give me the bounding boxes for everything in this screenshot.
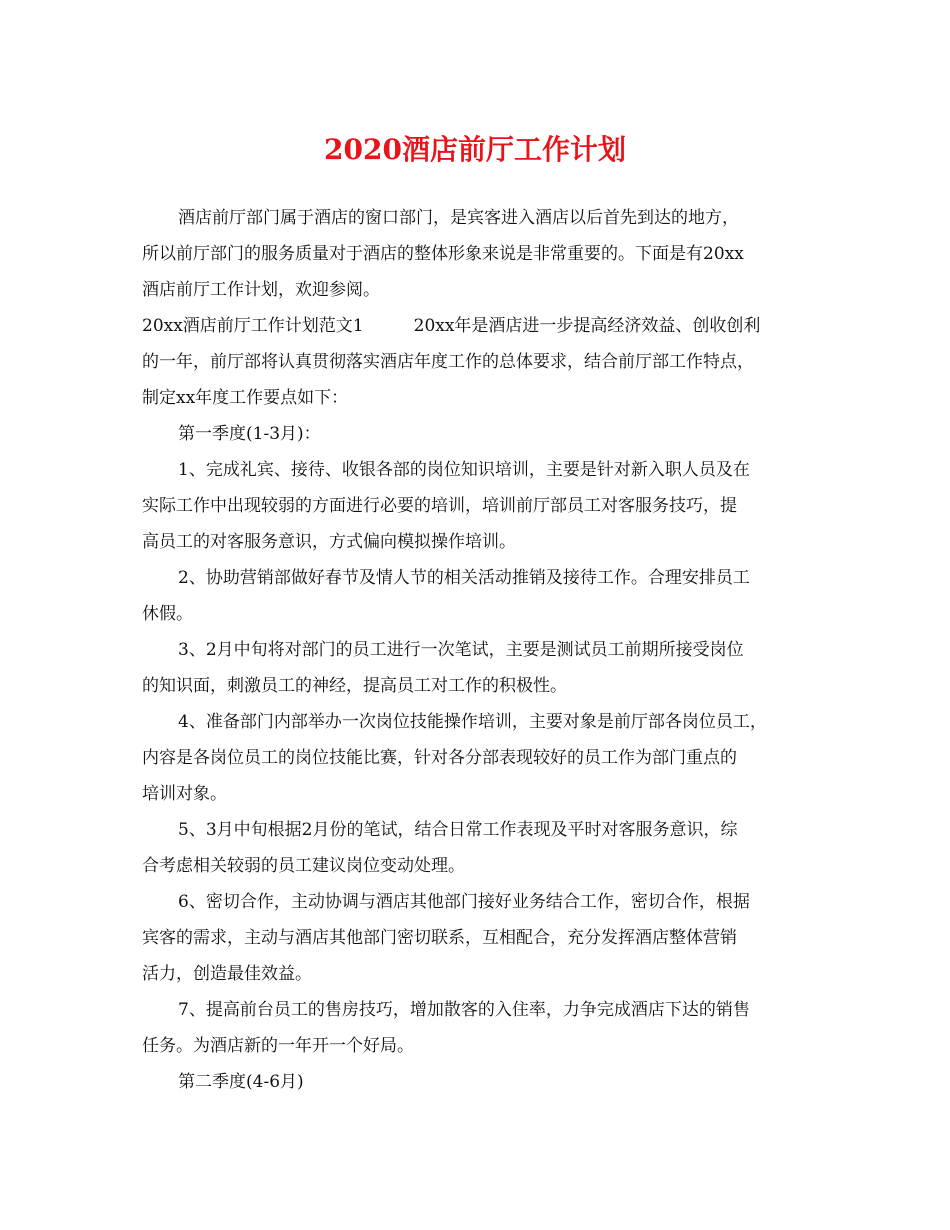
body-line-text: 宾客的需求，主动与酒店其他部门密切联系，互相配合，充分发挥酒店整体营销: [142, 928, 737, 948]
body-line-text: 任务。为酒店新的一年开一个好局。: [142, 1036, 414, 1056]
body-line-text: 20xx酒店前厅工作计划范文1: [142, 316, 364, 336]
body-line: [142, 308, 812, 344]
body-line: [142, 1064, 812, 1100]
body-line-text: 6、密切合作，主动协调与酒店其他部门接好业务结合工作，密切合作，根据: [178, 892, 750, 912]
body-line-text: 的知识面，刺激员工的神经，提高员工对工作的积极性。: [142, 676, 567, 696]
body-line-text: 酒店前厅部门属于酒店的窗口部门，是宾客进入酒店以后首先到达的地方，: [178, 208, 739, 228]
body-line: [142, 344, 812, 380]
body-line: [142, 704, 812, 740]
body-line: [142, 200, 812, 236]
body-line-text: 1、完成礼宾、接待、收银各部的岗位知识培训，主要是针对新入职人员及在: [178, 460, 750, 480]
body-line-text: 第二季度(4-6月): [178, 1072, 304, 1092]
body-line: [142, 632, 812, 668]
body-line: [142, 668, 812, 704]
body-line-text: 培训对象。: [142, 784, 227, 804]
document-body: [142, 200, 812, 1100]
body-line-text: 4、准备部门内部举办一次岗位技能操作培训，主要对象是前厅部各岗位员工，: [178, 712, 767, 732]
body-line-text: 2、协助营销部做好春节及情人节的相关活动推销及接待工作。合理安排员工: [178, 568, 750, 588]
body-line-text: 的一年，前厅部将认真贯彻落实酒店年度工作的总体要求，结合前厅部工作特点，: [142, 352, 754, 372]
body-line: [142, 236, 812, 272]
body-line: [142, 812, 812, 848]
document-title: 2020酒店前厅工作计划: [324, 133, 626, 166]
body-line-text: 活力，创造最佳效益。: [142, 964, 312, 984]
body-line-text: 3、2月中旬将对部门的员工进行一次笔试，主要是测试员工前期所接受岗位: [178, 640, 744, 660]
body-line: [142, 416, 812, 452]
body-line: [142, 992, 812, 1028]
body-line: [142, 776, 812, 812]
body-line: [142, 920, 812, 956]
body-line-text: 实际工作中出现较弱的方面进行必要的培训，培训前厅部员工对客服务技巧，提: [142, 496, 737, 516]
body-line-text: 内容是各岗位员工的岗位技能比赛，针对各分部表现较好的员工作为部门重点的: [142, 748, 737, 768]
body-line-text: 7、提高前台员工的售房技巧，增加散客的入住率，力争完成酒店下达的销售: [178, 1000, 750, 1020]
body-line-text: 高员工的对客服务意识，方式偏向模拟操作培训。: [142, 532, 516, 552]
body-line-text: 所以前厅部门的服务质量对于酒店的整体形象来说是非常重要的。下面是有20xx: [142, 244, 744, 264]
body-line: [142, 524, 812, 560]
body-line-text: 休假。: [142, 604, 193, 624]
body-line: [142, 380, 812, 416]
body-line-text: 酒店前厅工作计划，欢迎参阅。: [142, 280, 380, 300]
body-line: [142, 452, 812, 488]
body-line: [142, 488, 812, 524]
body-line: [142, 740, 812, 776]
body-line: [142, 272, 812, 308]
body-line: [142, 560, 812, 596]
body-line: [142, 848, 812, 884]
body-line-text-continued: 20xx年是酒店进一步提高经济效益、创收创利: [413, 316, 761, 336]
body-line: [142, 596, 812, 632]
body-line-text: 第一季度(1-3月)：: [178, 424, 321, 444]
body-line: [142, 884, 812, 920]
body-line: [142, 1028, 812, 1064]
body-line: [142, 956, 812, 992]
body-line-text: 合考虑相关较弱的员工建议岗位变动处理。: [142, 856, 465, 876]
body-line-text: 制定xx年度工作要点如下：: [142, 388, 349, 408]
body-line-text: 5、3月中旬根据2月份的笔试，结合日常工作表现及平时对客服务意识，综: [178, 820, 738, 840]
